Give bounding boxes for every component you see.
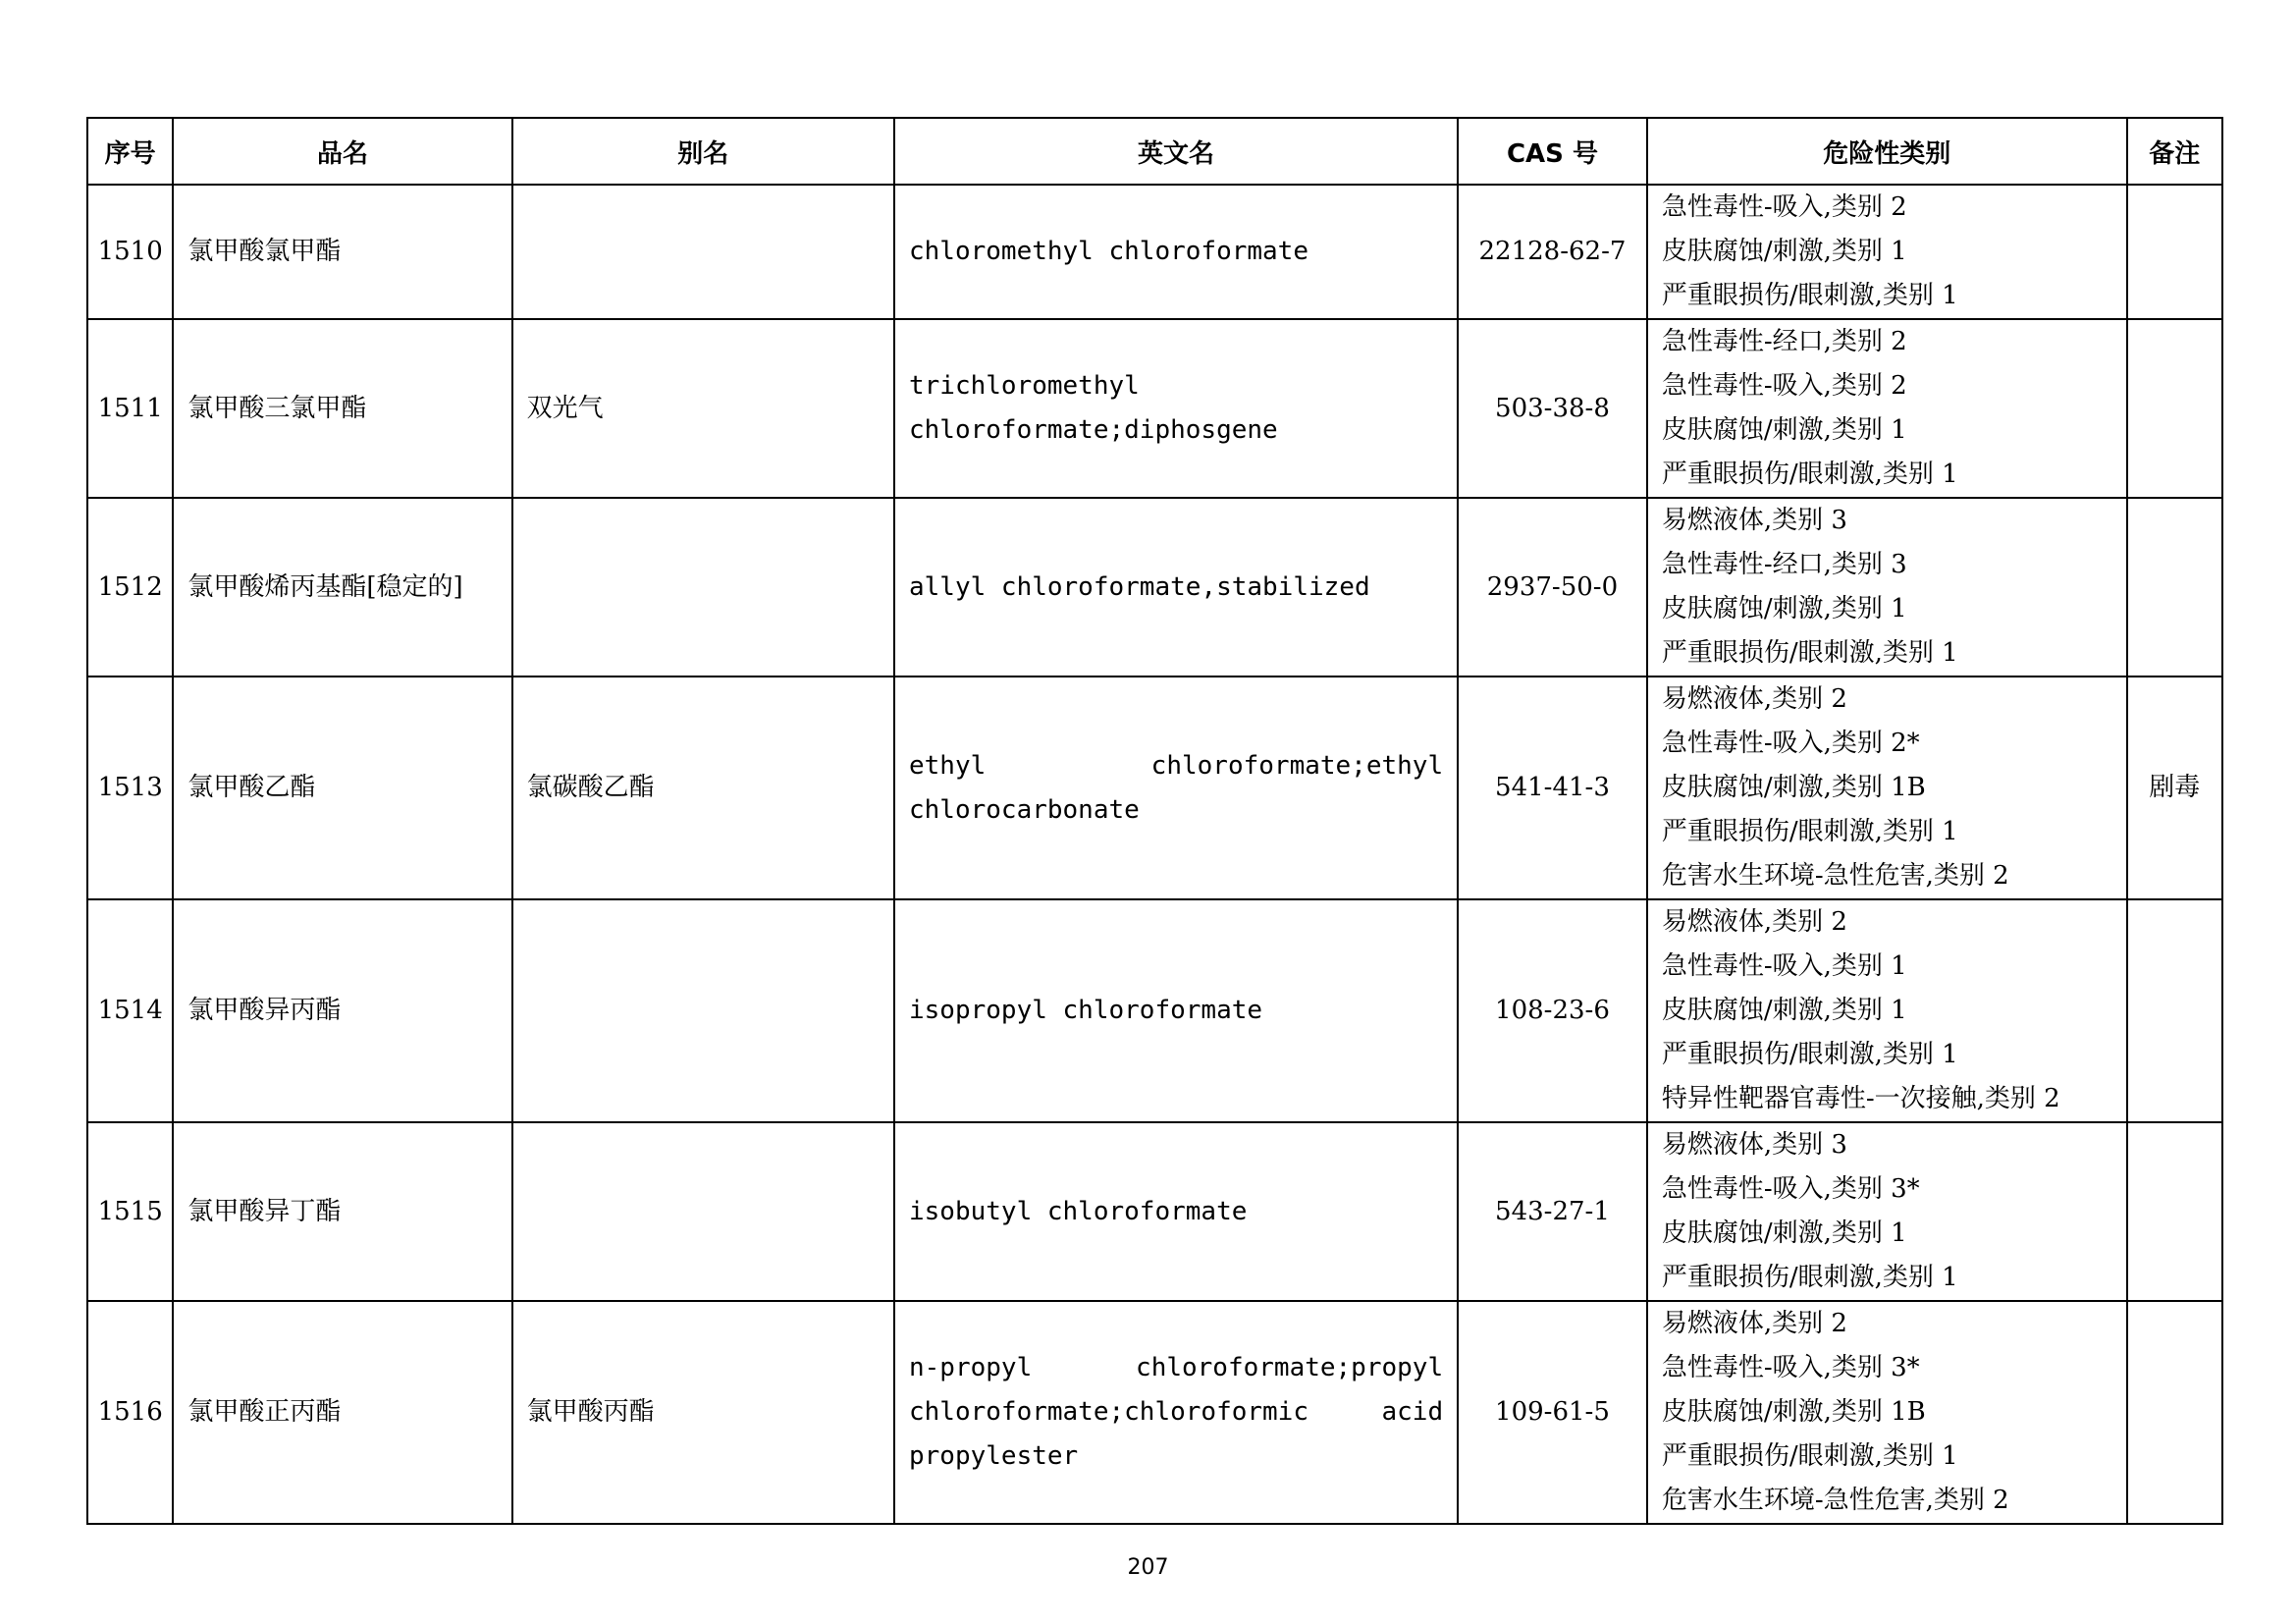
table-row [87, 498, 2222, 677]
hazard-line: 易燃液体,类别 3 [1661, 1130, 1847, 1160]
cell-name: 氯甲酸异丙酯 [173, 899, 511, 1122]
cell-hazard [1647, 319, 2127, 498]
hazard-line: 皮肤腐蚀/刺激,类别 1 [1661, 415, 1907, 445]
cell-note: 剧毒 [2127, 677, 2222, 899]
cell-alias [512, 1122, 894, 1301]
hazard-line: 皮肤腐蚀/刺激,类别 1B [1661, 773, 1926, 802]
cell-cas: 22128-62-7 [1458, 185, 1647, 319]
header-row [87, 118, 2222, 185]
cell-alias [512, 185, 894, 319]
cell-name: 氯甲酸氯甲酯 [173, 185, 511, 319]
cell-name: 氯甲酸三氯甲酯 [173, 319, 511, 498]
cell-no: 1513 [87, 677, 173, 899]
hazard-line: 皮肤腐蚀/刺激,类别 1 [1661, 237, 1907, 266]
table-row [87, 677, 2222, 899]
cell-name: 氯甲酸异丁酯 [173, 1122, 511, 1301]
hazard-line: 急性毒性-经口,类别 3 [1661, 550, 1907, 579]
header-english: 英文名 [894, 118, 1458, 185]
hazard-line: 严重眼损伤/眼刺激,类别 1 [1661, 1263, 1958, 1292]
hazard-line: 急性毒性-吸入,类别 2 [1661, 371, 1907, 401]
table-row [87, 1301, 2222, 1524]
cell-english: n-propyl chloroformate;propyl chloroformate;chloroformic acid propylester [894, 1301, 1458, 1524]
hazard-line: 急性毒性-经口,类别 2 [1661, 327, 1907, 356]
hazard-line: 严重眼损伤/眼刺激,类别 1 [1661, 281, 1958, 310]
cell-no: 1516 [87, 1301, 173, 1524]
hazard-line: 严重眼损伤/眼刺激,类别 1 [1661, 817, 1958, 846]
hazard-line: 危害水生环境-急性危害,类别 2 [1661, 1486, 2009, 1515]
hazard-line: 急性毒性-吸入,类别 2 [1661, 192, 1907, 222]
cell-cas: 109-61-5 [1458, 1301, 1647, 1524]
hazard-line: 易燃液体,类别 2 [1661, 907, 1847, 937]
table-row [87, 185, 2222, 319]
cell-alias [512, 899, 894, 1122]
cell-no: 1510 [87, 185, 173, 319]
table-row [87, 319, 2222, 498]
cell-english: allyl chloroformate,stabilized [894, 498, 1458, 677]
cell-name: 氯甲酸正丙酯 [173, 1301, 511, 1524]
cell-no: 1515 [87, 1122, 173, 1301]
hazard-line: 皮肤腐蚀/刺激,类别 1B [1661, 1397, 1926, 1427]
cell-hazard [1647, 185, 2127, 319]
cell-cas: 541-41-3 [1458, 677, 1647, 899]
cell-english: trichloromethyl chloroformate;diphosgene [894, 319, 1458, 498]
cell-english: ethyl chloroformate;ethyl chlorocarbonate [894, 677, 1458, 899]
cell-note [2127, 185, 2222, 319]
cell-note [2127, 498, 2222, 677]
cell-alias: 双光气 [512, 319, 894, 498]
cell-note [2127, 1301, 2222, 1524]
hazard-line: 严重眼损伤/眼刺激,类别 1 [1661, 1040, 1958, 1069]
hazard-line: 严重眼损伤/眼刺激,类别 1 [1661, 460, 1958, 489]
table-body [87, 185, 2222, 1524]
hazard-line: 皮肤腐蚀/刺激,类别 1 [1661, 594, 1907, 623]
cell-cas: 543-27-1 [1458, 1122, 1647, 1301]
hazard-line: 易燃液体,类别 2 [1661, 1309, 1847, 1338]
cell-english: isopropyl chloroformate [894, 899, 1458, 1122]
cell-name: 氯甲酸烯丙基酯[稳定的] [173, 498, 511, 677]
hazard-line: 特异性靶器官毒性-一次接触,类别 2 [1661, 1084, 2060, 1113]
cell-note [2127, 899, 2222, 1122]
table-row [87, 899, 2222, 1122]
cell-hazard [1647, 1301, 2127, 1524]
cell-alias: 氯甲酸丙酯 [512, 1301, 894, 1524]
cell-no: 1512 [87, 498, 173, 677]
hazard-line: 皮肤腐蚀/刺激,类别 1 [1661, 996, 1907, 1025]
header-cas: CAS 号 [1458, 118, 1647, 185]
cell-hazard [1647, 1122, 2127, 1301]
hazard-line: 急性毒性-吸入,类别 2* [1661, 729, 1920, 758]
chemical-table [86, 117, 2223, 1525]
cell-note [2127, 1122, 2222, 1301]
cell-hazard [1647, 498, 2127, 677]
cell-no: 1511 [87, 319, 173, 498]
hazard-line: 急性毒性-吸入,类别 3* [1661, 1353, 1920, 1382]
header-alias: 别名 [512, 118, 894, 185]
cell-name: 氯甲酸乙酯 [173, 677, 511, 899]
cell-note [2127, 319, 2222, 498]
header-name: 品名 [173, 118, 511, 185]
header-note: 备注 [2127, 118, 2222, 185]
cell-english: isobutyl chloroformate [894, 1122, 1458, 1301]
hazard-line: 易燃液体,类别 2 [1661, 684, 1847, 714]
hazard-line: 皮肤腐蚀/刺激,类别 1 [1661, 1218, 1907, 1248]
cell-english: chloromethyl chloroformate [894, 185, 1458, 319]
cell-no: 1514 [87, 899, 173, 1122]
cell-alias: 氯碳酸乙酯 [512, 677, 894, 899]
table-row [87, 1122, 2222, 1301]
header-no: 序号 [87, 118, 173, 185]
hazard-line: 危害水生环境-急性危害,类别 2 [1661, 861, 2009, 891]
hazard-line: 严重眼损伤/眼刺激,类别 1 [1661, 1441, 1958, 1471]
hazard-line: 易燃液体,类别 3 [1661, 506, 1847, 535]
cell-hazard [1647, 899, 2127, 1122]
cell-cas: 108-23-6 [1458, 899, 1647, 1122]
header-hazard: 危险性类别 [1647, 118, 2127, 185]
cell-hazard [1647, 677, 2127, 899]
cell-cas: 2937-50-0 [1458, 498, 1647, 677]
page-number: 207 [1127, 1555, 1169, 1580]
table-header [87, 118, 2222, 185]
hazard-line: 急性毒性-吸入,类别 1 [1661, 951, 1907, 981]
hazard-line: 急性毒性-吸入,类别 3* [1661, 1174, 1920, 1204]
cell-alias [512, 498, 894, 677]
cell-cas: 503-38-8 [1458, 319, 1647, 498]
hazard-line: 严重眼损伤/眼刺激,类别 1 [1661, 638, 1958, 668]
